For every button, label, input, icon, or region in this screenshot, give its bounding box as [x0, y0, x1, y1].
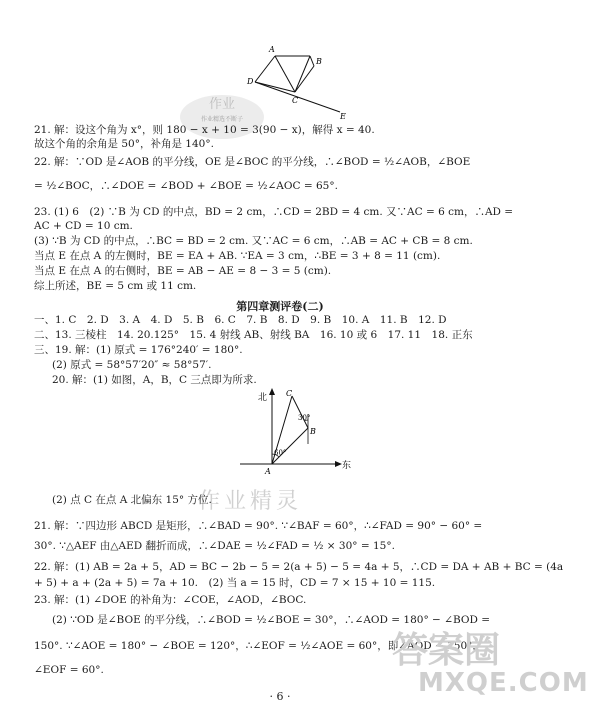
fig2-label-b: B [310, 427, 316, 436]
answer-line: (2) ∵OD 是∠BOE 的平分线，∴∠BOD = ½∠BOE = 30°，∴∠AOD = 180° − ∠BOD = [52, 614, 491, 626]
stamp-text: 作业 [208, 97, 235, 112]
answer-line: 30°. ∵△AEF 由△AED 翻折而成，∴∠DAE = ½∠FAD = ½ × 30° = 15°. [34, 540, 395, 552]
answer-line: 二、13. 三棱柱 14. 20.125° 15. 4 射线 AB、射线 BA 16. 10 或 6 17. 11 18. 正东 [34, 329, 473, 341]
angle-30-label: 30° [298, 414, 311, 422]
angle-60-label: 60° [274, 449, 287, 457]
answer-line: + 5) + a + (2a + 5) = 7a + 10. (2) 当 a = 15 时，CD = 7 × 15 + 10 = 115. [34, 577, 436, 589]
answer-line: AC + CD = 10 cm. [34, 220, 133, 232]
fig1-label-d: D [247, 77, 254, 86]
answer-line: 22. 解：(1) AB = 2a + 5，AD = BC − 2b − 5 = 2(a + 5) − 5 = 4a + 5，∴CD = DA + AB + BC = (4a [34, 561, 564, 573]
answer-line: 一、1. C 2. D 3. A 4. D 5. B 6. C 7. B 8. D 9. B 10. A 11. B 12. D [34, 314, 447, 326]
watermark-mxqe: MXQE.COM [418, 668, 589, 698]
answer-line: = ½∠BOC，∴∠DOE = ∠BOD + ∠BOE = ½∠AOC = 65°. [34, 180, 338, 192]
fig1-label-a: A [269, 45, 275, 54]
east-label: 东 [342, 461, 352, 471]
answer-line: 21. 解：∵四边形 ABCD 是矩形，∴∠BAD = 90°. ∵∠BAF = 60°，∴∠FAD = 90° − 60° = [34, 520, 483, 532]
answer-line: 综上所述，BE = 5 cm 或 11 cm. [34, 280, 197, 292]
fig1-label-b: B [316, 57, 322, 66]
watermark-zuoye: 作业精灵 [198, 489, 303, 514]
north-label: 北 [258, 393, 268, 403]
fig2-label-a: A [265, 467, 271, 476]
fig1-label-e: E [340, 112, 346, 121]
fig1-label-c: C [292, 96, 299, 105]
section-heading: 第四章测评卷(二) [236, 300, 324, 313]
answer-line: 三、19. 解：(1) 原式 = 176°240′ = 180°. [34, 344, 243, 356]
answer-line: 当点 E 在点 A 的右侧时，BE = AB − AE = 8 − 3 = 5 (cm). [34, 265, 332, 277]
answer-line: 23. 解：(1) ∠DOE 的补角为：∠COE，∠AOD，∠BOC. [34, 594, 307, 606]
answer-line: 当点 E 在点 A 的左侧时，BE = EA + AB. ∵EA = 3 cm，∴BE = 3 + 8 = 11 (cm). [34, 250, 441, 262]
stamp-subtext: 作业精选不断子 [200, 116, 243, 123]
page-number: · 6 · [269, 690, 291, 703]
fig2-label-c: C [286, 389, 293, 398]
answer-line: 23. (1) 6 (2) ∵B 为 CD 的中点，BD = 2 cm，∴CD = 2BD = 4 cm. 又∵AC = 6 cm，∴AD = [34, 206, 514, 218]
answer-line: 22. 解：∵OD 是∠AOB 的平分线，OE 是∠BOC 的平分线，∴∠BOD = ½∠AOB，∠BOE [34, 156, 471, 168]
answer-line: 20. 解：(1) 如图，A，B，C 三点即为所求. [52, 374, 257, 386]
watermark-daanquan: 答案圈 [392, 630, 501, 671]
answer-line: (3) ∵B 为 CD 的中点，∴BC = BD = 2 cm. 又∵AC = 6 cm，∴AB = AC + CB = 8 cm. [34, 235, 473, 247]
answer-line: 21. 解：设这个角为 x°，则 180 − x + 10 = 3(90 − x)，解得 x = 40. [34, 124, 375, 136]
answer-line: (2) 原式 = 58°57′20″ ≈ 58°57′. [52, 359, 212, 371]
answer-line: 故这个角的余角是 50°，补角是 140°. [34, 138, 214, 150]
answer-line: 150°. ∵∠AOE = 180° − ∠BOE = 120°，∴∠EOF = ½∠AOE = 60°，即∠AOD − 150°， [34, 640, 483, 652]
answer-line: ∠EOF = 60°. [34, 664, 104, 676]
compass-diagram [232, 386, 362, 476]
answer-line: (2) 点 C 在点 A 北偏东 15° 方位. [52, 494, 212, 506]
